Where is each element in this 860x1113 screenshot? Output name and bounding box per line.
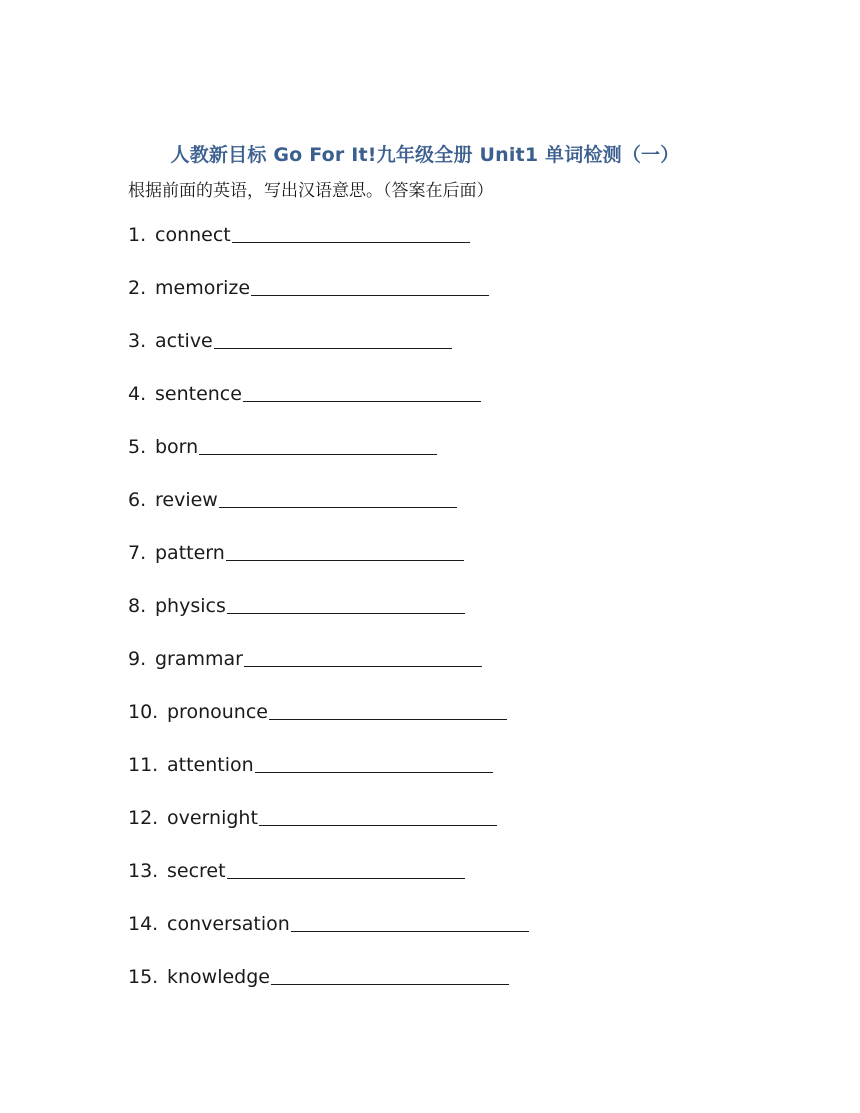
answer-blank[interactable] [214, 328, 452, 349]
vocab-item [128, 593, 529, 646]
item-number: 10. [128, 701, 159, 723]
item-word: conversation [167, 913, 290, 935]
answer-blank[interactable] [255, 752, 493, 773]
vocab-item [128, 964, 529, 1017]
item-word: knowledge [167, 966, 270, 988]
item-word: overnight [167, 807, 258, 829]
vocab-item [128, 805, 529, 858]
item-number: 15. [128, 966, 159, 988]
item-number: 12. [128, 807, 159, 829]
item-word: attention [167, 754, 254, 776]
vocab-item [128, 911, 529, 964]
item-number: 1. [128, 224, 147, 246]
vocab-item [128, 434, 529, 487]
item-word: secret [167, 860, 226, 882]
answer-blank[interactable] [244, 646, 482, 667]
instructions: 根据前面的英语，写出汉语意思。（答案在后面） [128, 181, 494, 201]
item-number: 6. [128, 489, 147, 511]
answer-blank[interactable] [251, 275, 489, 296]
vocab-item [128, 487, 529, 540]
answer-blank[interactable] [243, 381, 481, 402]
item-number: 9. [128, 648, 147, 670]
item-word: connect [155, 224, 231, 246]
item-word: memorize [155, 277, 251, 299]
item-word: pronounce [167, 701, 268, 723]
answer-blank[interactable] [227, 858, 465, 879]
item-number: 5. [128, 436, 147, 458]
vocab-item [128, 646, 529, 699]
item-word: grammar [155, 648, 243, 670]
item-number: 2. [128, 277, 147, 299]
vocab-item [128, 328, 529, 381]
item-number: 14. [128, 913, 159, 935]
answer-blank[interactable] [232, 222, 470, 243]
vocabulary-list [128, 222, 529, 1017]
item-number: 11. [128, 754, 159, 776]
vocab-item [128, 540, 529, 593]
answer-blank[interactable] [227, 593, 465, 614]
item-number: 3. [128, 330, 147, 352]
answer-blank[interactable] [269, 699, 507, 720]
answer-blank[interactable] [271, 964, 509, 985]
vocab-item [128, 752, 529, 805]
vocab-item [128, 858, 529, 911]
answer-blank[interactable] [219, 487, 457, 508]
item-number: 8. [128, 595, 147, 617]
item-number: 13. [128, 860, 159, 882]
answer-blank[interactable] [259, 805, 497, 826]
vocab-item [128, 275, 529, 328]
item-word: pattern [155, 542, 225, 564]
vocab-item [128, 699, 529, 752]
vocab-item [128, 222, 529, 275]
page-title: 人教新目标 Go For It!九年级全册 Unit1 单词检测（一） [170, 144, 680, 166]
item-word: physics [155, 595, 226, 617]
item-word: sentence [155, 383, 242, 405]
item-number: 4. [128, 383, 147, 405]
item-number: 7. [128, 542, 147, 564]
item-word: born [155, 436, 199, 458]
item-word: review [155, 489, 218, 511]
vocab-item [128, 381, 529, 434]
item-word: active [155, 330, 213, 352]
answer-blank[interactable] [291, 911, 529, 932]
answer-blank[interactable] [199, 434, 437, 455]
answer-blank[interactable] [226, 540, 464, 561]
